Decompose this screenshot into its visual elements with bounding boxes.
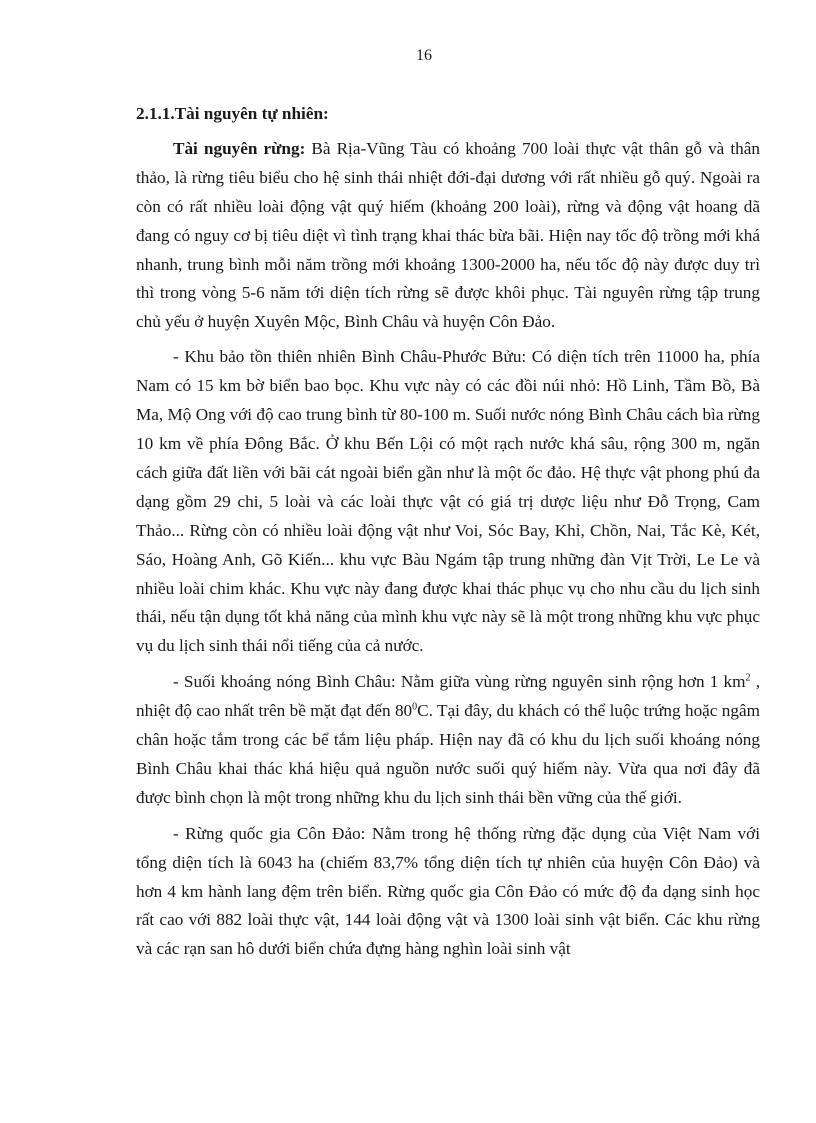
paragraph-binh-chau-reserve: - Khu bảo tồn thiên nhiên Bình Châu-Phước Bửu: Có diện tích trên 11000 ha, phía Nam có 15 km bờ biển bao bọc. Khu vực này có các đồi núi nhỏ: Hồ Linh, Tầm Bồ, Bà Ma, Mộ Ong với độ cao trung bình từ 80-100 m. Suối nước nóng Bình Châu cách bìa rừng 10 km về phía Đông Bắc. Ở khu Bến Lội có một rạch nước khá sâu, rộng 300 m, ngăn cách giữa đất liền với bãi cát ngoài biển gần như là một ốc đảo. Hệ thực vật phong phú đa dạng gồm 29 chi, 5 loài và các loài thực vật có giá trị dược liệu như Đỗ Trọng, Cam Thảo... Rừng còn có nhiều loài động vật như Voi, Sóc Bay, Khỉ, Chồn, Nai, Tắc Kè, Két, Sáo, Hoàng Anh, Gõ Kiến... khu vực Bàu Ngám tập trung những đàn Vịt Trời, Le Le và nhiều loài chim khác. Khu vực này đang được khai thác phục vụ cho nhu cầu du lịch sinh thái, nếu tận dụng tốt khả năng của mình khu vực này sẽ là một trong những khu vực phục vụ du lịch sinh thái nổi tiếng của cả nước. bbox=[136, 347, 760, 656]
section-heading: 2.1.1.Tài nguyên tự nhiên: bbox=[136, 104, 329, 123]
hot-spring-text-after: C. Tại đây, du khách có thể luộc trứng hoặc ngâm chân hoặc tắm trong các bể tắm liệu pháp. Hiện nay đã có khu du lịch suối khoáng nóng Bình Châu khai thác khá hiệu quả nguồn nước suối quý hiếm này. Vừa qua nơi đây đã được bình chọn là một trong những khu du lịch sinh thái bền vững của thế giới. bbox=[136, 701, 760, 807]
degree-superscript: 0 bbox=[412, 701, 418, 713]
forest-resources-label: Tài nguyên rừng: bbox=[173, 138, 306, 158]
hot-spring-text-middle: , nhiệt độ cao nhất trên bề mặt đạt đến 80 bbox=[136, 672, 760, 721]
page-number: 16 bbox=[416, 47, 432, 64]
paragraph-forest-resources bbox=[136, 135, 760, 337]
area-superscript: 2 bbox=[745, 672, 751, 684]
forest-resources-text: Bà Rịa-Vũng Tàu có khoảng 700 loài thực vật thân gỗ và thân thảo, là rừng tiêu biểu cho hệ sinh thái nhiệt đới-đại dương với rất nhiều gỗ quý. Ngoài ra còn có rất nhiều loài động vật quý hiếm (khoảng 200 loài), rừng và động vật hoang dã đang có nguy cơ bị tiêu diệt vì tình trạng khai thác bừa bãi. Hiện nay tốc độ trồng mới khá nhanh, trung bình mỗi năm trồng mới khoảng 1300-2000 ha, nếu tốc độ này được duy trì thì trong vòng 5-6 năm tới diện tích rừng sẽ được khôi phục. Tài nguyên rừng tập trung chủ yếu ở huyện Xuyên Mộc, Bình Châu và huyện Côn Đảo. bbox=[136, 138, 760, 332]
page-content bbox=[136, 100, 760, 971]
paragraph-binh-chau-hot-spring bbox=[136, 668, 760, 813]
paragraph-con-dao-forest: - Rừng quốc gia Côn Đảo: Nằm trong hệ thống rừng đặc dụng của Việt Nam với tổng diện tích là 6043 ha (chiếm 83,7% tổng diện tích tự nhiên của huyện Côn Đảo) và hơn 4 km hành lang đệm trên biển. Rừng quốc gia Côn Đảo có mức độ đa dạng sinh học rất cao với 882 loài thực vật, 144 loài động vật và 1300 loài sinh vật biển. Các khu rừng và các rạn san hô dưới biển chứa đựng hàng nghìn loài sinh vật bbox=[136, 823, 760, 959]
hot-spring-text-before: - Suối khoáng nóng Bình Châu: Nằm giữa vùng rừng nguyên sinh rộng hơn 1 km bbox=[173, 672, 746, 692]
